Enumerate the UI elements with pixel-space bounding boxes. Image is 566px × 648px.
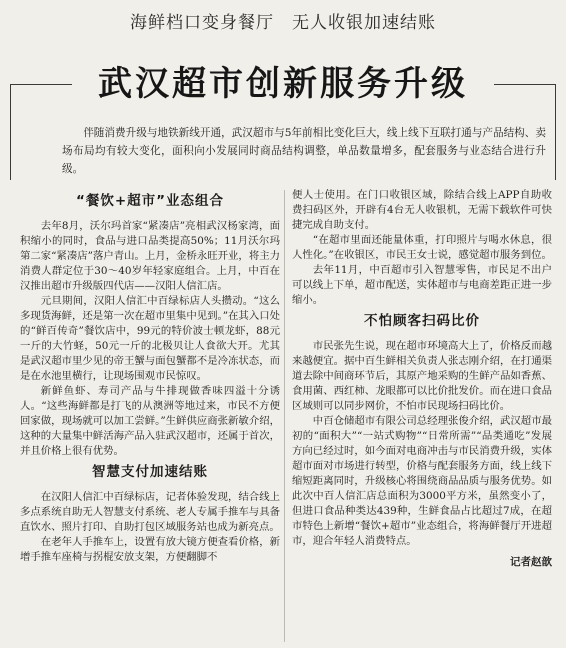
section-title-price-compare: 不怕顾客扫码比价 [364,313,480,329]
subheadline: 海鲜档口变身餐厅 无人收银加速结账 [130,13,436,33]
section-title-dining-supermarket: “餐饮+超市”业态组合 [75,193,225,209]
paragraph: 市民张先生说，现在超市环境高大上了，价格反而越来越便宜。据中百生鲜相关负责人张志刚介绍，在打通渠道去除中间商环节后，其原产地采购的生鲜产品如香蕉、食用菌、西红柿、龙眼都可以比价批发价。而在进口食品区域则可以同步网价，不怕市民现场扫码比价。 [292,340,552,412]
byline: 记者赵歆 [510,556,552,568]
paragraph: 在汉阳人信汇中百绿标店，记者体验发现，结合线上多点系统自助无人智慧支付系统、老人专属手推车与具备直饮水、照片打印、自助打包区域服务站也成为新亮点。 [20,491,280,533]
column-divider [284,190,285,642]
paragraph: 去年8月，沃尔玛首家“紧凑店”亮相武汉杨家湾，面积缩小的同时，食品与进口品类提高50%；11月沃尔玛第二家“紧凑店”落户青山。上月，金桥永旺开业，将主力消费人群定位于30～40岁年轻家庭组合。上月，中百在汉推出超市升级版四代店——汉阳人信汇店。 [20,220,280,292]
headline: 武汉超市创新服务升级 [98,64,468,104]
paragraph: 元旦期间，汉阳人信汇中百绿标店人头攒动。“这么多现货海鲜，还是第一次在超市里集中见到。”在其入口处的“鲜百传奇”餐饮店中，99元的特价波士顿龙虾，88元一斤的大竹蛏，50元一斤的北极贝让人食欲大开。尤其是武汉超市里少见的帝王蟹与面包蟹都不是冷冻状态，而是在水池里横行，让现场围观市民惊叹。 [20,295,280,382]
section-title-smart-payment: 智慧支付加速结账 [92,464,208,480]
paragraph: 在老年人手推车上，设置有放大镜方便查看价格，新增手推车座椅与拐棍安放支架，方便翻脚不 [20,536,280,563]
paragraph: 去年11月，中百超市引入智慧零售，市民足不出户可以线上下单，超市配送，实体超市与电商差距正进一步缩小。 [292,264,552,306]
paragraph: 中百仓储超市有限公司总经理张俊介绍，武汉超市最初的“面积大”“一站式购物”“日常所需”“品类通吃”发展方向已经过时，如今面对电商冲击与市民消费升级，实体超市面对市场进行转型，价格与配套服务方面，线上线下缩短距离同时，升级核心将围绕商品品质与服务优势。如此次中百人信汇店总面积为3000平方米，虽然变小了，但进口食品种类达439种，生鲜食品占比超过7成，在超市特色上新增“餐饮+超市”业态组合，将海鲜餐厅开进超市，迎合年轻人消费特点。 [292,415,552,547]
paragraph: 便人士使用。在门口收银区域，除结合线上APP自助收费扫码区外，开辟有4台无人收银机，无需下载软件可快捷完成自助支付。 [292,189,552,231]
lead-paragraph: 伴随消费升级与地铁新线开通，武汉超市与5年前相比变化巨大，线上线下互联打通与产品结构、卖场布局均有较大变化，面积向小发展同时商品结构调整，单品数量增多，配套服务与业态结合进行升级。 [62,127,546,175]
left-column [20,188,280,565]
paragraph: 新鲜鱼虾、寿司产品与牛排现做香味四溢十分诱人。“这些海鲜都是打飞的从澳洲等地过来，市民不方便回家做，现场就可以加工尝鲜。”生鲜供应商张新敏介绍，这种的大量集中鲜活海产品入驻武汉超市，还属于首次，并且价格上很有优势。 [20,385,280,457]
right-column [292,188,552,570]
paragraph: “在超市里面还能量体重，打印照片与喝水休息，很人性化。”在收银区，市民王女士说，感觉超市服务到位。 [292,234,552,261]
